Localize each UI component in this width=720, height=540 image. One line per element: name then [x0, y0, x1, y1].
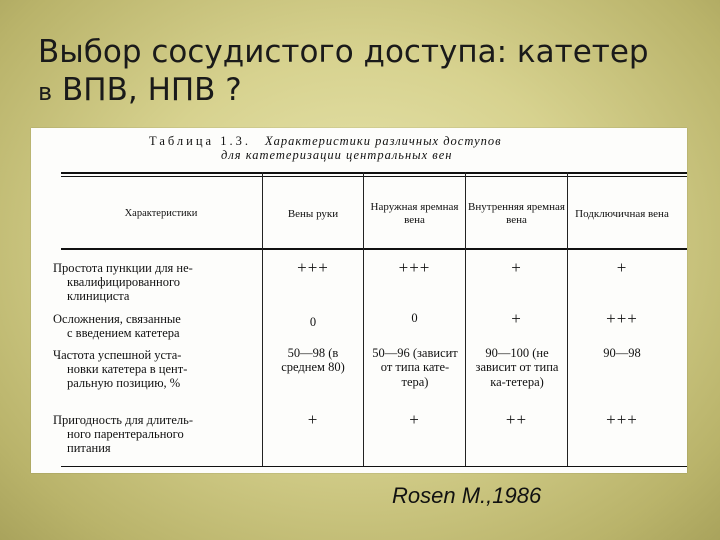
slide-title-rest: ВПВ, НПВ ? — [52, 71, 242, 108]
cell-value: 0 — [309, 315, 317, 329]
table-caption-title: Характеристики различных доступов — [264, 134, 502, 148]
cell-value: ++ — [505, 410, 528, 429]
row-label-success-rate — [53, 348, 267, 390]
cell-value: + — [307, 410, 319, 429]
row-label-line: квалифицированного — [67, 275, 181, 289]
cell-value: 90—100 (не зависит от типа ка-тетера) — [475, 346, 559, 389]
cell-value: +++ — [606, 410, 638, 429]
header-external-jugular: Наружная яремная вена — [370, 201, 459, 226]
row-label-line: ральную позицию, % — [67, 376, 181, 390]
slide-title-line-1: Выбор сосудистого доступа: катетер — [38, 34, 649, 70]
citation: Rosen M.,1986 — [392, 483, 542, 508]
row-label-complications — [53, 312, 267, 340]
cell-value: 50—98 (в среднем 80) — [281, 346, 345, 375]
table-bottom-rule — [61, 466, 687, 467]
row-label-puncture-ease — [53, 261, 267, 303]
table-caption-label: Таблица 1.3. — [149, 134, 251, 148]
cell-value: + — [511, 309, 522, 328]
row-label-line: Частота успешной уста- — [53, 348, 182, 362]
row-label-line: с введением катетера — [67, 326, 180, 340]
slide-title-preposition: в — [38, 77, 53, 106]
cell-value: 90—98 — [603, 346, 641, 360]
table-caption-line-1 — [149, 134, 502, 149]
cell-value: +++ — [398, 258, 431, 277]
cell-value: 50—96 (зависит от типа кате-тера) — [372, 346, 458, 389]
row-label-line: питания — [67, 441, 111, 455]
table-caption-line-2: для катетеризации центральных вен — [221, 148, 453, 162]
row-label-line: новки катетера в цент- — [67, 362, 188, 376]
table-top-rule-thin — [61, 176, 687, 177]
cell-value: + — [409, 410, 420, 429]
header-subclavian: Подключичная вена — [575, 207, 669, 220]
row-label-line: клинициста — [67, 289, 130, 303]
row-label-line: ного парентерального — [67, 427, 184, 441]
table-top-rule — [61, 172, 687, 174]
cell-value: 0 — [411, 311, 418, 325]
table-header-rule — [61, 248, 687, 250]
row-label-line: Осложнения, связанные — [53, 312, 181, 326]
cell-value: + — [511, 258, 522, 277]
header-characteristics: Характеристики — [124, 207, 198, 219]
row-label-line: Пригодность для длитель- — [53, 413, 193, 427]
cell-value: +++ — [297, 258, 329, 277]
header-internal-jugular: Внутренняя яремная вена — [468, 201, 565, 226]
row-label-line: Простота пункции для не- — [53, 261, 193, 275]
slide-title-line-2 — [38, 72, 698, 110]
slide-title — [38, 34, 698, 110]
cell-value: + — [616, 258, 628, 277]
row-label-long-term-nutrition — [53, 413, 267, 455]
cell-value: +++ — [606, 309, 638, 328]
scanned-table-image — [31, 128, 687, 473]
header-arm-veins: Вены руки — [287, 207, 339, 220]
